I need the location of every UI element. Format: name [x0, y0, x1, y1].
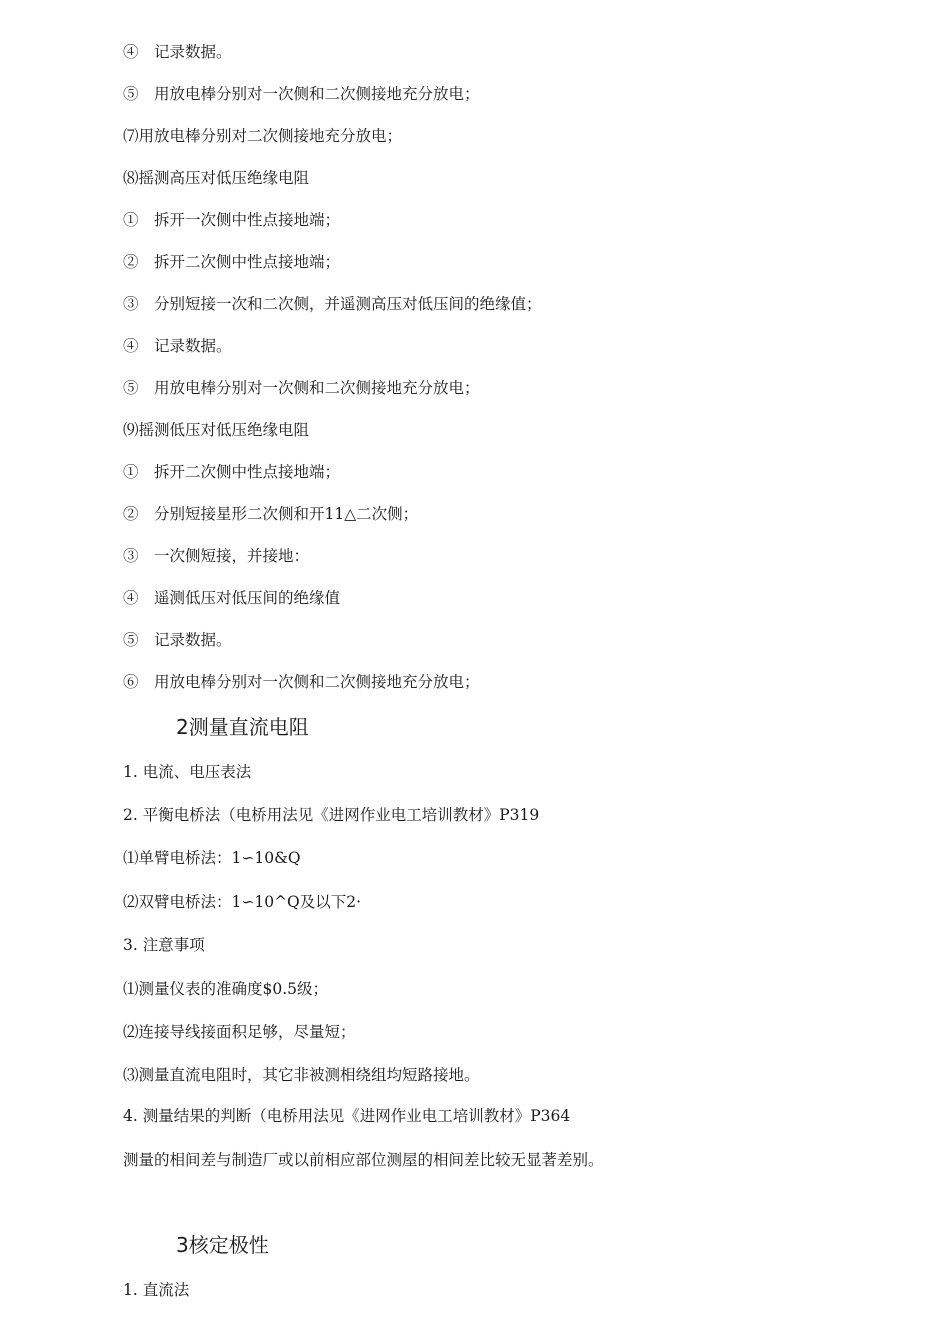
- step-remove-primary-neutral: ① 拆开一次侧中性点接地端；: [123, 211, 341, 229]
- step-record-data-2: ④ 记录数据。: [123, 337, 232, 355]
- section-3-heading: 3核定极性: [176, 1233, 269, 1257]
- item-9-heading: ⑼摇测低压对低压绝缘电阻: [123, 421, 310, 439]
- item-8-heading: ⑻摇测高压对低压绝缘电阻: [123, 169, 310, 187]
- s2-single-bridge: ⑴单臂电桥法：1∽10&Q: [123, 849, 301, 867]
- step-remove-secondary-neutral: ② 拆开二次侧中性点接地端；: [123, 253, 341, 271]
- step-remove-secondary-neutral-2: ① 拆开二次侧中性点接地端；: [123, 463, 341, 481]
- s2-note-short: ⑶测量直流电阻时，其它非被测相绕组均短路接地。: [123, 1066, 480, 1084]
- s2-note-accuracy: ⑴测量仪表的准确度$0.5级；: [123, 980, 329, 998]
- step-measure-low-low: ④ 遥测低压对低压间的绝缘值: [123, 589, 341, 607]
- s2-item-4: 4. 测量结果的判断（电桥用法见《进网作业电工培训教材》P364: [123, 1107, 571, 1125]
- section-2-heading: 2测量直流电阻: [176, 715, 309, 739]
- s2-judgement-text: 测量的相间差与制造厂或以前相应部位测屋的相间差比较无显著差别。: [123, 1151, 604, 1169]
- item-7-discharge-secondary: ⑺用放电棒分别对二次侧接地充分放电；: [123, 127, 403, 145]
- step-record-data-3: ⑤ 记录数据。: [123, 631, 232, 649]
- step-record-data-1: ④ 记录数据。: [123, 43, 232, 61]
- step-short-star-secondary: ② 分别短接星形二次侧和开11△二次侧；: [123, 505, 419, 523]
- step-discharge-1: ⑤ 用放电棒分别对一次侧和二次侧接地充分放电；: [123, 85, 480, 103]
- s2-item-1: 1. 电流、电压表法: [123, 763, 252, 781]
- s2-double-bridge: ⑵双臂电桥法：1∽10^Q及以下2·: [123, 893, 362, 911]
- step-discharge-2: ⑤ 用放电棒分别对一次侧和二次侧接地充分放电；: [123, 379, 480, 397]
- step-short-primary-ground: ③ 一次侧短接，并接地：: [123, 547, 310, 565]
- s2-note-wire: ⑵连接导线接面积足够，尽量短；: [123, 1023, 356, 1041]
- s2-item-3: 3. 注意事项: [123, 936, 205, 954]
- s2-item-2: 2. 平衡电桥法（电桥用法见《进网作业电工培训教材》P319: [123, 806, 540, 824]
- step-short-and-measure: ③ 分别短接一次和二次侧，并遥测高压对低压间的绝缘值；: [123, 295, 542, 313]
- s3-item-1: 1. 直流法: [123, 1281, 190, 1299]
- step-discharge-3: ⑥ 用放电棒分别对一次侧和二次侧接地充分放电；: [123, 673, 480, 691]
